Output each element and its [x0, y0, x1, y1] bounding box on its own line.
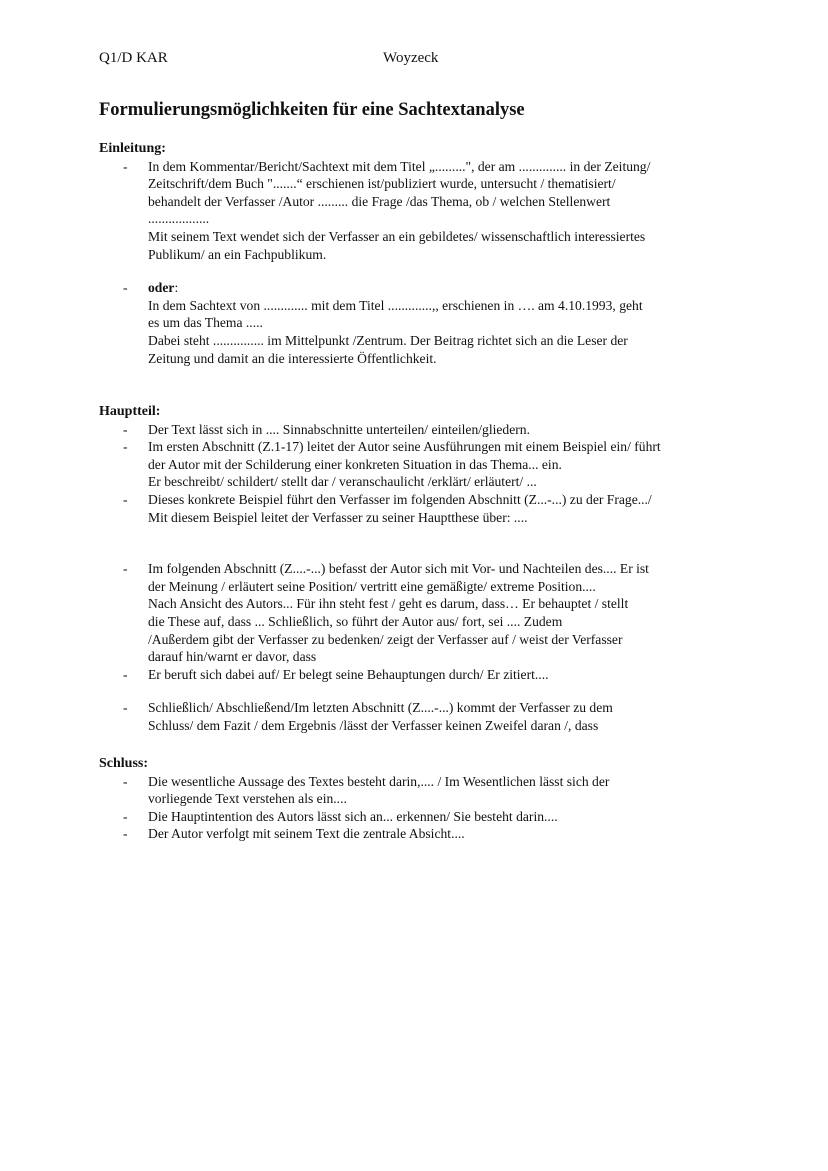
text-line: .................. [148, 211, 210, 227]
text-line: Der Text lässt sich in .... Sinnabschnitte unterteilen/ einteilen/gliedern. [148, 421, 530, 437]
bullet-dash: - [123, 439, 128, 455]
text-line: Mit diesem Beispiel leitet der Verfasser zu seiner Hauptthese über: .... [148, 509, 528, 525]
text-line: Dabei steht ............... im Mittelpunkt /Zentrum. Der Beitrag richtet sich an die Leser der [148, 332, 628, 348]
page-title: Formulierungsmöglichkeiten für eine Sachtextanalyse [99, 100, 525, 120]
section-hauptteil [99, 403, 739, 735]
text-line: Zeitschrift/dem Buch ".......“ erschienen ist/publiziert wurde, untersucht / thematisiert/ [148, 176, 616, 192]
list-item [99, 438, 739, 491]
oder-label: oder [148, 280, 175, 296]
bullet-dash: - [123, 700, 128, 716]
text-line: behandelt der Verfasser /Autor ......... die Frage /das Thema, ob / welchen Stellenwert [148, 193, 611, 209]
bullet-dash: - [123, 491, 128, 507]
bullet-dash: - [123, 773, 128, 789]
course-label: Q1/D KAR [99, 50, 168, 66]
bullet-dash: - [123, 826, 128, 842]
text-line: In dem Sachtext von ............. mit dem Titel .............,, erschienen in …. am 4.10.1993, geht [148, 297, 643, 313]
text-line: der Autor mit der Schilderung einer konkreten Situation in das Thema... ein. [148, 456, 562, 472]
section-schluss [99, 755, 739, 843]
text-line: /Außerdem gibt der Verfasser zu bedenken/ zeigt der Verfasser auf / weist der Verfasser [148, 631, 623, 647]
text-line: Im ersten Abschnitt (Z.1-17) leitet der Autor seine Ausführungen mit einem Beispiel ein/ führt [148, 439, 661, 455]
text-line: Er beschreibt/ schildert/ stellt dar / veranschaulicht /erklärt/ erläutert/ ... [148, 474, 537, 490]
text-line: Die Hauptintention des Autors lässt sich an... erkennen/ Sie besteht darin.... [148, 808, 558, 824]
bullet-dash: - [123, 280, 128, 296]
section-heading: Schluss: [99, 756, 149, 771]
page-header [99, 50, 739, 70]
list-item [99, 158, 739, 264]
text-line: Die wesentliche Aussage des Textes besteht darin,.... / Im Wesentlichen lässt sich der [148, 773, 610, 789]
list-item [99, 421, 739, 439]
bullet-dash: - [123, 666, 128, 682]
text-line: In dem Kommentar/Bericht/Sachtext mit dem Titel „.........", der am .............. in der Zeitung/ [148, 158, 651, 174]
text-line: Mit seinem Text wendet sich der Verfasser an ein gebildetes/ wissenschaftlich interessiertes [148, 228, 646, 244]
list-item [99, 560, 739, 666]
text-line: Schluss/ dem Fazit / dem Ergebnis /lässt der Verfasser keinen Zweifel daran /, dass [148, 717, 599, 733]
text-line: Dieses konkrete Beispiel führt den Verfasser im folgenden Abschnitt (Z...-...) zu der Frage.../ [148, 491, 652, 507]
bullet-dash: - [123, 421, 128, 437]
bullet-dash: - [123, 158, 128, 174]
list-item [99, 666, 739, 684]
list-item [99, 825, 739, 843]
text-line: Im folgenden Abschnitt (Z....-...) befasst der Autor sich mit Vor- und Nachteilen des.... Er ist [148, 561, 649, 577]
text-line: darauf hin/warnt er davor, dass [148, 649, 317, 665]
text-line: es um das Thema ..... [148, 315, 263, 331]
topic-label: Woyzeck [383, 50, 439, 66]
section-einleitung [99, 140, 739, 367]
bullet-dash: - [123, 561, 128, 577]
bullet-dash: - [123, 808, 128, 824]
list-item [99, 773, 739, 808]
list-item [99, 699, 739, 734]
text-line: Zeitung und damit an die interessierte Öffentlichkeit. [148, 350, 437, 366]
text-line: Schließlich/ Abschließend/Im letzten Abschnitt (Z....-...) kommt der Verfasser zu dem [148, 700, 613, 716]
text-line: die These auf, dass ... Schließlich, so führt der Autor aus/ fort, sei .... Zudem [148, 613, 563, 629]
text-line: Nach Ansicht des Autors... Für ihn steht fest / geht es darum, dass… Er behauptet / stellt [148, 596, 629, 612]
section-heading: Hauptteil: [99, 404, 161, 419]
list-item [99, 808, 739, 826]
text-line: Er beruft sich dabei auf/ Er belegt seine Behauptungen durch/ Er zitiert.... [148, 666, 549, 682]
list-item [99, 279, 739, 367]
text-line: Der Autor verfolgt mit seinem Text die zentrale Absicht.... [148, 826, 465, 842]
list-item [99, 491, 739, 526]
text-line: der Meinung / erläutert seine Position/ vertritt eine gemäßigte/ extreme Position.... [148, 578, 596, 594]
text-line: Publikum/ an ein Fachpublikum. [148, 246, 327, 262]
text-line: vorliegende Text verstehen als ein.... [148, 791, 347, 807]
oder-colon: : [174, 280, 179, 296]
section-heading: Einleitung: [99, 141, 166, 156]
